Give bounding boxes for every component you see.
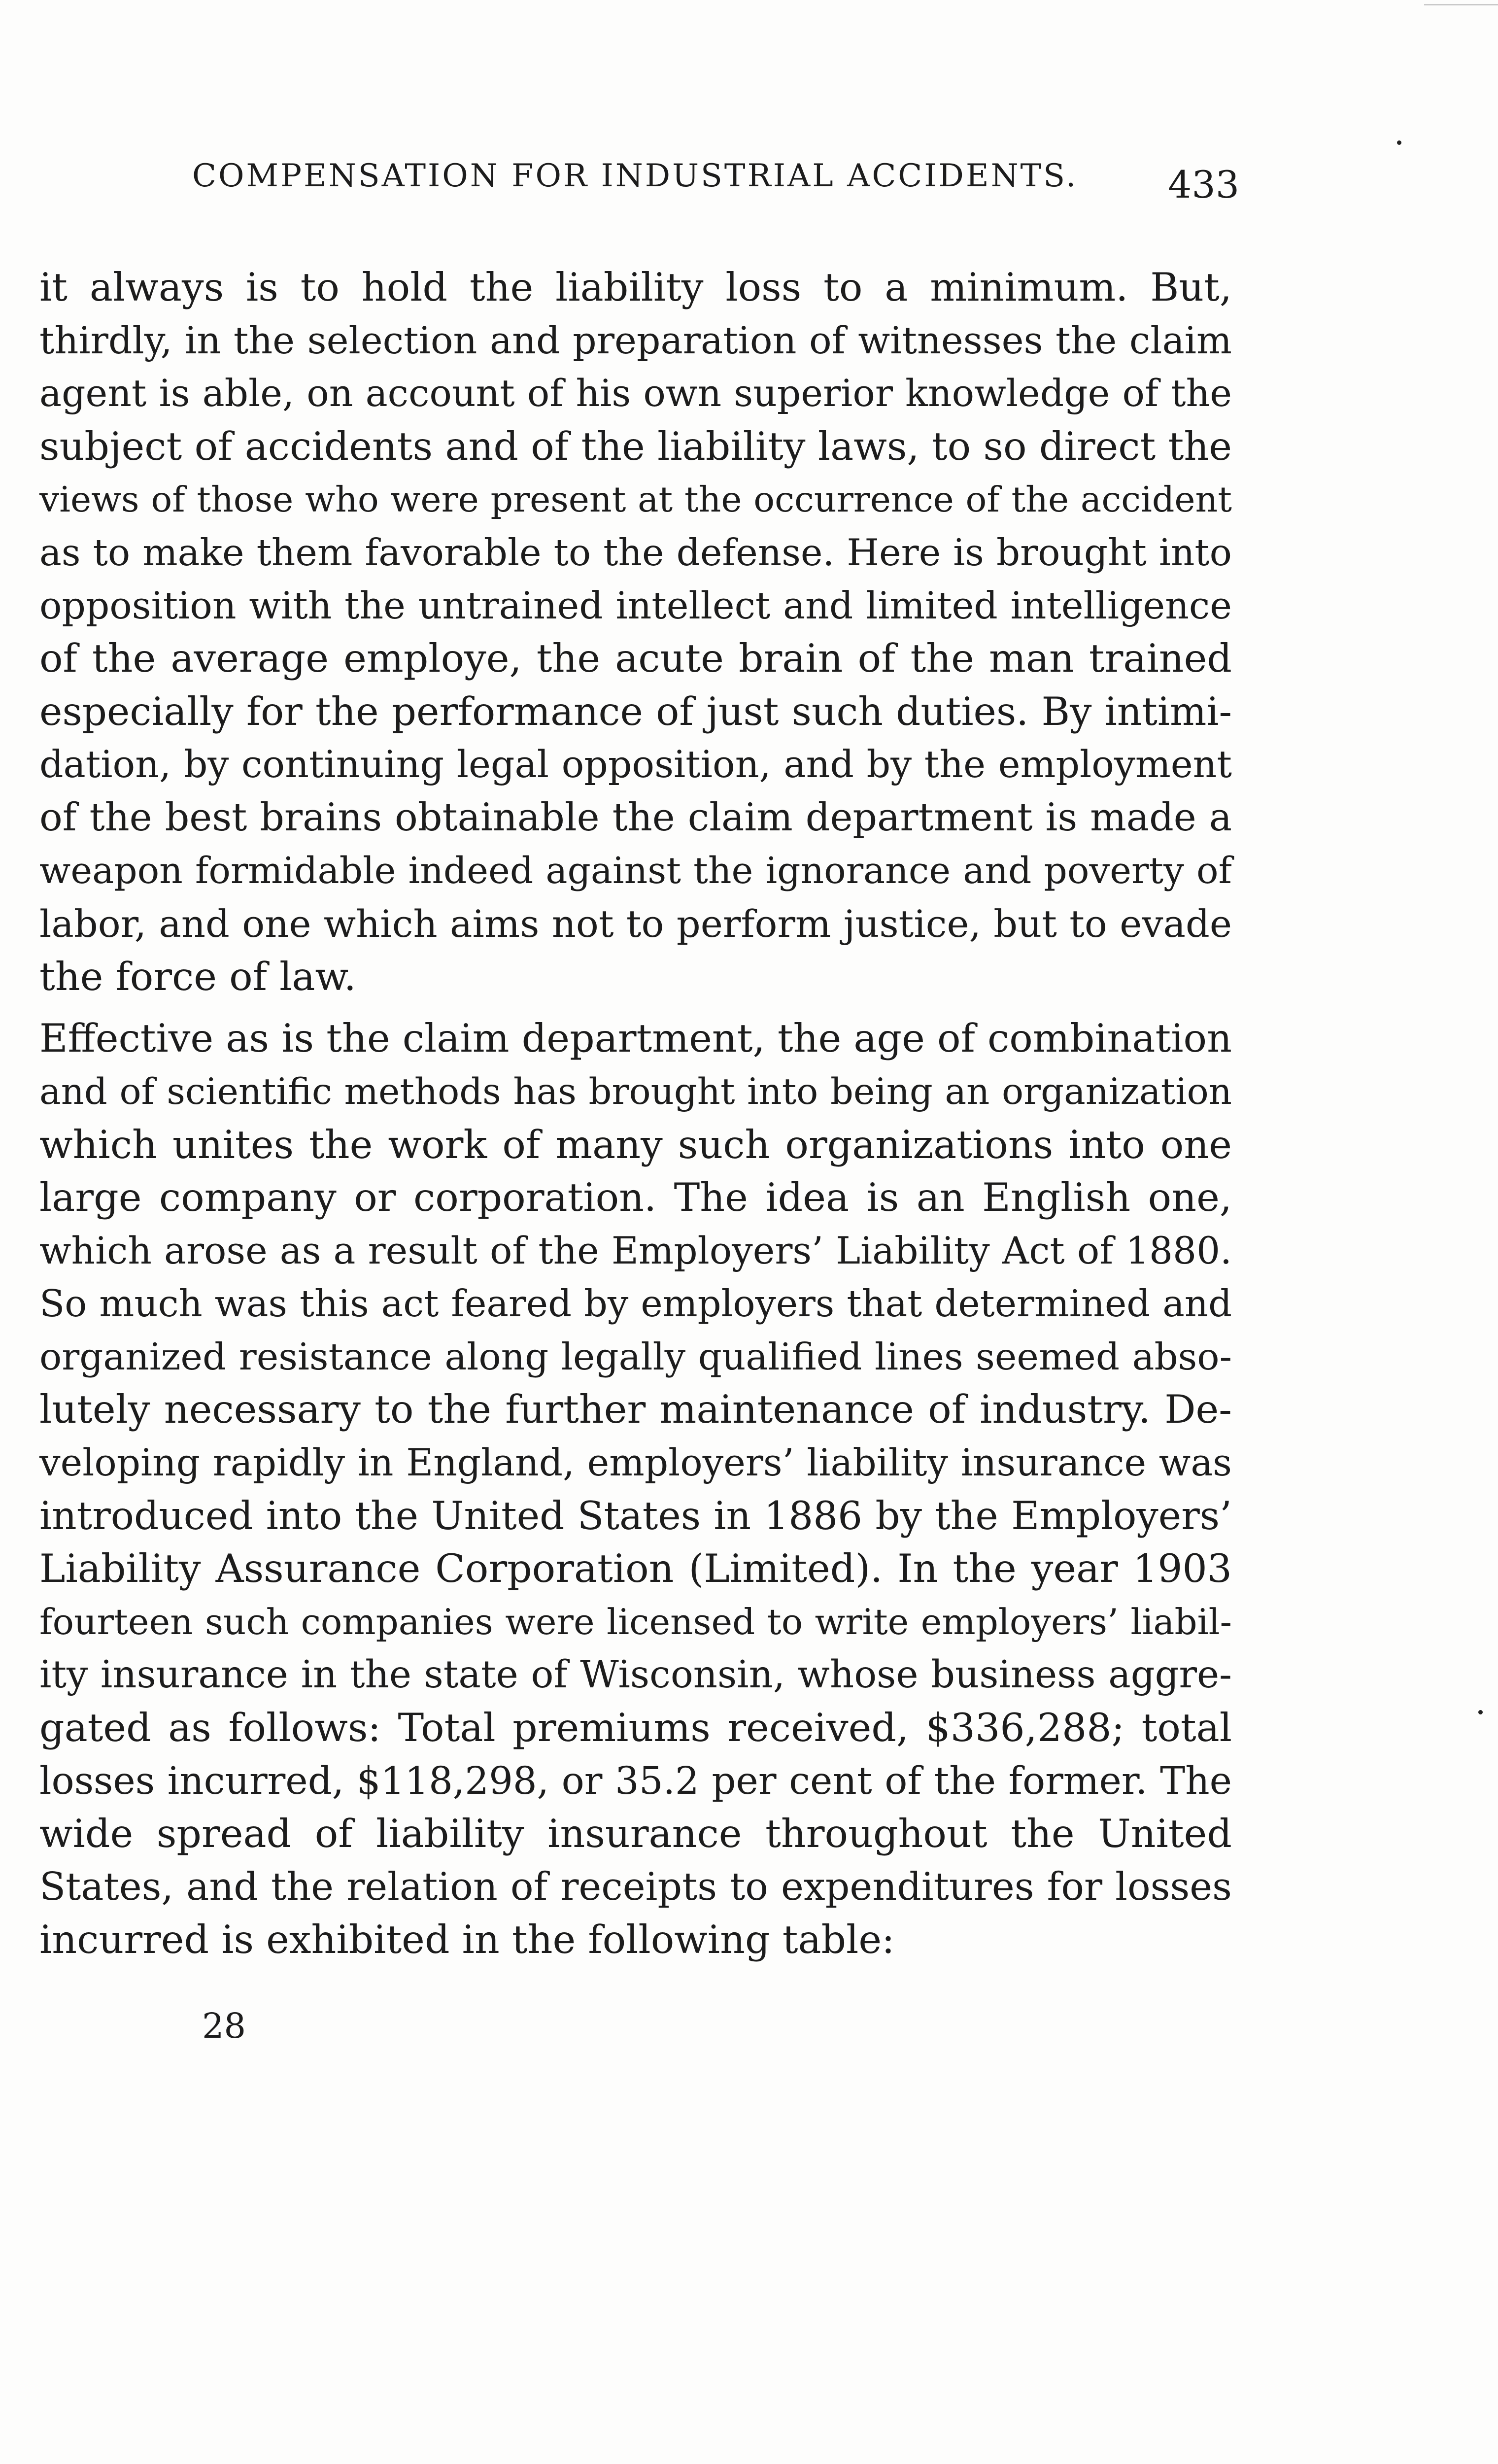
paragraph-1 xyxy=(39,261,1232,1003)
text-line: wide spread of liability insurance throughout the United xyxy=(39,1811,1232,1857)
text-line: especially for the performance of just such duties. By intimi- xyxy=(39,688,1232,734)
text-line: Liability Assurance Corporation (Limited). In the year 1903 xyxy=(39,1546,1232,1592)
text-line: thirdly, in the selection and preparation of witnesses the claim xyxy=(39,318,1232,362)
text-line: States, and the relation of receipts to expenditures for losses xyxy=(39,1864,1232,1909)
text-line: dation, by continuing legal opposition, and by the employment xyxy=(39,743,1232,787)
paragraph-2 xyxy=(39,1012,1232,1967)
page-number: 433 xyxy=(1168,163,1240,206)
text-line: lutely necessary to the further maintenance of industry. De- xyxy=(39,1387,1232,1433)
text-line: weapon formidable indeed against the ignorance and poverty of xyxy=(39,849,1232,892)
text-line: it always is to hold the liability loss to a minimum. But, xyxy=(39,265,1232,310)
text-line: which unites the work of many such organizations into one xyxy=(39,1122,1232,1167)
text-line: losses incurred, $118,298, or 35.2 per cent of the former. The xyxy=(39,1759,1232,1803)
ink-speck xyxy=(1397,140,1401,145)
running-head: COMPENSATION FOR INDUSTRIAL ACCIDENTS. xyxy=(192,158,1078,194)
paragraph-gap xyxy=(39,1003,1232,1012)
ink-speck xyxy=(1478,1710,1483,1714)
page-edge-rule xyxy=(1424,4,1498,5)
text-line: agent is able, on account of his own superior knowledge of the xyxy=(39,372,1232,415)
text-line: and of scientific methods has brought into being an organization xyxy=(39,1070,1232,1113)
text-line: views of those who were present at the occurrence of the accident xyxy=(39,479,1232,520)
text-line: large company or corporation. The idea is an English one, xyxy=(39,1175,1232,1221)
text-line: Effective as is the claim department, the age of combination xyxy=(39,1016,1232,1061)
text-line: as to make them favorable to the defense. Here is brought into xyxy=(39,530,1232,574)
text-line: subject of accidents and of the liability laws, to so direct the xyxy=(39,423,1232,469)
text-line: gated as follows: Total premiums received, $336,288; total xyxy=(39,1705,1232,1751)
text-line: introduced into the United States in 1886 by the Employers’ xyxy=(39,1493,1232,1539)
text-line: veloping rapidly in England, employers’ liability insurance was xyxy=(39,1441,1232,1485)
text-line: the force of law. xyxy=(39,954,356,999)
text-line: incurred is exhibited in the following table: xyxy=(39,1917,895,1963)
text-line: of the best brains obtainable the claim department is made a xyxy=(39,795,1232,840)
body-text xyxy=(39,261,1232,1967)
text-line: organized resistance along legally qualified lines seemed abso- xyxy=(39,1335,1232,1378)
text-line: ity insurance in the state of Wisconsin, whose business aggre- xyxy=(39,1653,1232,1697)
text-line: which arose as a result of the Employers’ Liability Act of 1880. xyxy=(39,1229,1232,1272)
text-line: So much was this act feared by employers that determined and xyxy=(39,1282,1232,1326)
text-line: opposition with the untrained intellect and limited intelligence xyxy=(39,583,1232,627)
text-line: of the average employe, the acute brain of the man trained xyxy=(39,636,1232,682)
text-line: fourteen such companies were licensed to write employers’ liabil- xyxy=(39,1601,1232,1643)
signature-mark: 28 xyxy=(202,2006,246,2046)
text-line: labor, and one which aims not to perform justice, but to evade xyxy=(39,902,1232,946)
